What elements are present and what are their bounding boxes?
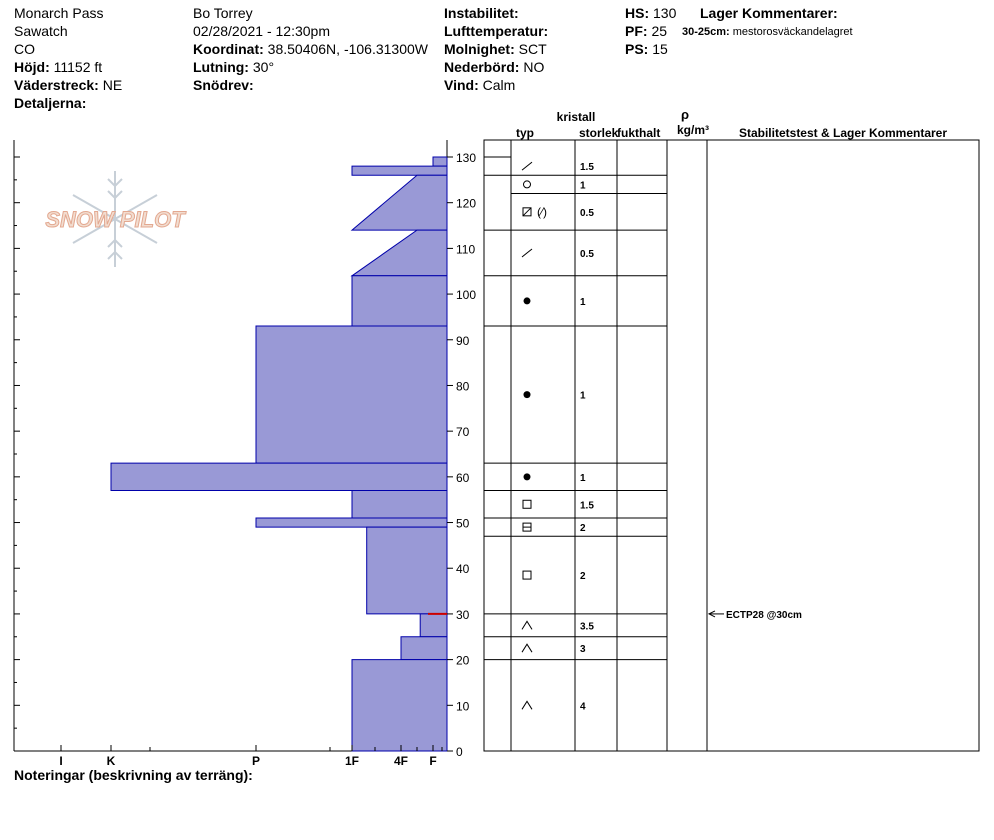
secondary-grain-label: (⁄) (537, 204, 547, 219)
pf-value: 25 (651, 23, 668, 39)
header-location: Monarch Pass (14, 5, 104, 21)
hardness-tick-label: F (429, 754, 437, 768)
details-label: Detaljerna: (14, 95, 87, 111)
box-slash-grain-line (523, 208, 531, 216)
dot-grain-icon (524, 391, 531, 398)
layer-comment-text: mestorosväckandelagret (732, 26, 853, 38)
slash-grain-icon (522, 162, 532, 170)
hardness-layer (352, 175, 447, 230)
ps-label: PS: (625, 41, 649, 57)
grain-size-label: 4 (580, 701, 586, 713)
aspect-value: NE (102, 77, 123, 93)
instability-label: Instabilitet: (444, 5, 519, 21)
col-header-type: typ (516, 126, 534, 140)
grain-size-label: 1.5 (580, 162, 594, 174)
layer-comments-label: Lager Kommentarer: (700, 5, 838, 21)
col-header-moisture: fukthalt (617, 126, 661, 140)
grain-size-label: 3.5 (580, 621, 594, 633)
header-range: Sawatch (14, 23, 68, 39)
header-datetime: 02/28/2021 - 12:30pm (193, 23, 330, 39)
depth-tick-label: 10 (456, 699, 470, 714)
precip-value: NO (523, 59, 545, 75)
depth-tick-label: 110 (456, 242, 476, 257)
depth-tick-label: 30 (456, 607, 470, 622)
notes-label: Noteringar (beskrivning av terräng): (14, 767, 253, 783)
wind-value: Calm (482, 77, 516, 93)
slope-label: Lutning: (193, 59, 249, 75)
header-state: CO (14, 41, 35, 57)
hardness-layers (111, 157, 447, 751)
col-header-stability: Stabilitetstest & Lager Kommentarer (738, 126, 948, 140)
header-observer: Bo Torrey (193, 5, 253, 21)
grain-size-label: 1 (580, 180, 586, 192)
hardness-layer (256, 518, 447, 527)
hs-value: 130 (653, 5, 677, 21)
hardness-layer (352, 491, 447, 518)
depth-tick-label: 0 (456, 745, 463, 759)
depth-tick-label: 120 (456, 196, 477, 211)
ps-value: 15 (652, 41, 668, 57)
hardness-layer (256, 326, 447, 463)
hardness-layer (352, 276, 447, 326)
hardness-layer (352, 230, 447, 276)
grain-size-label: 3 (580, 644, 586, 656)
coord-value: 38.50406N, -106.31300W (267, 41, 428, 57)
faceted-grain-icon (523, 571, 531, 579)
aspect-label: Väderstreck: (14, 77, 99, 93)
sky-value: SCT (518, 41, 547, 57)
depth-hoar-grain-icon (522, 701, 532, 709)
grain-size-label: 1 (580, 390, 586, 402)
grain-size-label: 1 (580, 296, 586, 308)
layer-comment-depth: 30-25cm: (682, 26, 730, 38)
airtemp-label: Lufttemperatur: (444, 23, 549, 39)
hardness-layer (433, 157, 447, 166)
col-header-crystal: kristall (556, 110, 596, 124)
drift-label: Snödrev: (193, 77, 254, 93)
hardness-tick-label: 1F (344, 754, 360, 768)
hardness-layer (420, 614, 447, 637)
watermark-text: SNOW PILOT (45, 207, 185, 232)
hardness-layer (367, 527, 447, 614)
elevation-value: 11152 ft (53, 59, 103, 75)
depth-tick-label: 50 (456, 516, 470, 531)
elevation-label: Höjd: (14, 59, 50, 75)
hs-label: HS: (625, 5, 650, 21)
col-header-size: storlek (579, 126, 619, 140)
depth-tick-label: 70 (456, 425, 470, 440)
depth-tick-label: 90 (456, 333, 470, 348)
col-header-rho: ρ (680, 107, 690, 122)
hardness-layer (401, 637, 447, 660)
dot-grain-icon (524, 473, 531, 480)
grain-size-label: 1 (580, 472, 586, 484)
depth-tick-label: 20 (456, 653, 470, 668)
dot-grain-icon (524, 297, 531, 304)
precip-label: Nederbörd: (444, 59, 520, 75)
hardness-tick-label: K (106, 754, 116, 768)
stability-tests (709, 610, 802, 621)
depth-tick-label: 60 (456, 470, 470, 485)
hardness-layer (352, 660, 447, 751)
slope-value: 30° (252, 59, 275, 75)
grain-size-label: 0.5 (580, 207, 594, 219)
stability-test-label: ECTP28 @30cm (726, 609, 802, 621)
grain-size-label: 2 (580, 523, 586, 535)
depth-tick-label: 40 (456, 562, 470, 577)
hardness-tick-label: P (251, 754, 261, 768)
depth-hoar-grain-icon (522, 644, 532, 652)
hardness-tick-label: I (59, 754, 63, 768)
pf-label: PF: (625, 23, 648, 39)
depth-tick-label: 80 (456, 379, 470, 394)
grain-size-label: 1.5 (580, 500, 594, 512)
hardness-layer (352, 166, 447, 175)
hardness-layer (111, 463, 447, 490)
wind-label: Vind: (444, 77, 479, 93)
grain-size-label: 2 (580, 571, 586, 583)
hardness-tick-label: 4F (393, 754, 409, 768)
col-header-density: kg/m³ (676, 123, 710, 137)
depth-tick-label: 100 (456, 288, 477, 303)
rounded-grain-icon (524, 181, 531, 188)
coord-label: Koordinat: (193, 41, 264, 57)
grain-size-label: 0.5 (580, 248, 594, 260)
depth-tick-label: 130 (456, 151, 477, 165)
depth-hoar-grain-icon (522, 621, 532, 629)
slash-grain-icon (522, 249, 532, 257)
faceted-grain-icon (523, 500, 531, 508)
sky-label: Molnighet: (444, 41, 515, 57)
